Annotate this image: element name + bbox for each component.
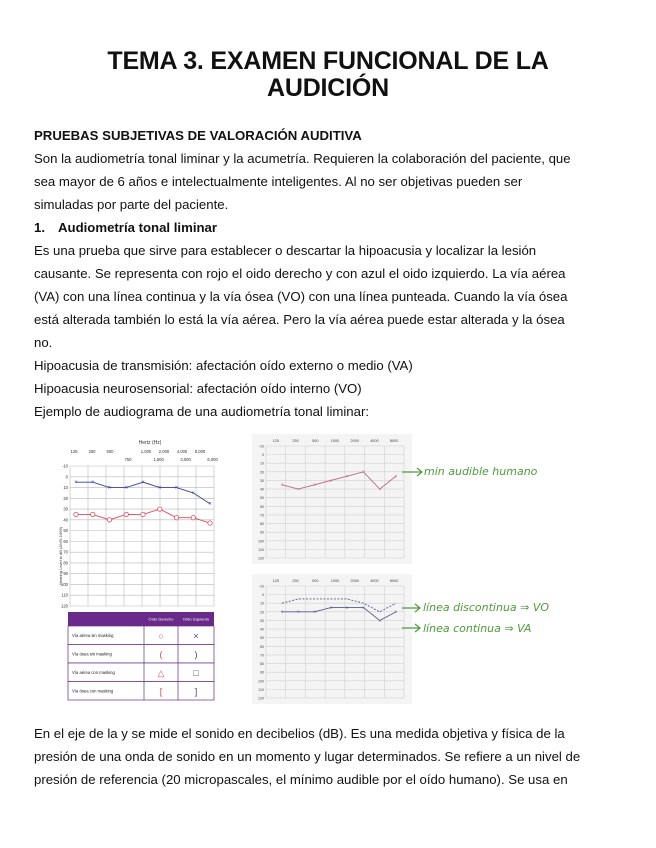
va-line-point: × [280,609,284,616]
vo-line-point: · [330,596,332,603]
legend-symbol-right: [ [159,686,163,697]
legend-symbol-left: ] [194,686,198,697]
min-audible-line-point: × [361,469,365,476]
y-tick-label: 50 [260,496,264,501]
audiogram-chart-2 [252,434,412,564]
arrow-vo [402,604,420,612]
annotations [400,450,600,650]
left-ear-point: × [174,485,179,492]
y-tick-label: 80 [260,662,264,667]
item-number: 1. [34,220,45,235]
y-tick-label: 60 [260,504,264,509]
freq-top-label: 4,000 [176,449,188,454]
y-tick-label: 20 [260,610,264,615]
freq-top-label: 8,000 [194,449,206,454]
legend-row-label: Vía aérea con masking [72,670,115,675]
item-heading [34,216,624,239]
body-line-7: Hipoacusia neurosensorial: afectación oído interno (VO) [34,381,362,396]
right-ear-point [208,521,212,525]
vo-line-point: · [297,596,300,603]
y-tick-label: 70 [260,513,264,518]
chart3-background [252,574,412,704]
y-tick-label: 30 [260,618,264,623]
freq-bottom-label: 6,000 [207,457,218,462]
vo-line-point: · [313,596,316,603]
legend-header-right: Oído Derecho [148,616,174,622]
intro-section [34,124,624,423]
closing-section [34,722,624,791]
y-tick-label: 110 [258,547,264,552]
y-tick-label: 0 [65,474,68,480]
y-tick-label: 60 [63,538,68,544]
freq-label: 1000 [330,439,340,443]
legend-symbol-left: ) [194,649,198,660]
closing-line-1: En el eje de la y se mide el sonido en decibelios (dB). Es una medida objetiva y física de la [34,726,565,741]
freq-label: 8000 [389,439,399,443]
y-tick-label: 50 [260,636,264,641]
closing-line-2: presión de una onda de sonido en un momento y lugar determinados. Se refiere a un nivel de [34,749,581,764]
y-tick-label: 80 [63,560,68,566]
y-tick-label: -10 [258,584,264,589]
freq-label: 125 [272,439,280,443]
y-tick-label: 40 [63,517,68,523]
freq-top-label: 2,000 [158,449,170,454]
y-tick-label: 40 [260,627,264,632]
arrow-va [402,624,420,632]
y-tick-label: 90 [63,571,68,577]
chart2-background [252,434,412,564]
y-tick-label: 0 [262,593,264,598]
intro-line-2: sea mayor de 6 años e intelectualmente inteligentes. Al no ser objetivas pueden ser [34,174,523,189]
body-line-1: Es una prueba que sirve para establecer o descartar la hipoacusia y localizar la lesión [34,243,537,258]
min-audible-line-point: × [313,482,317,489]
item-label: Audiometría tonal liminar [58,220,218,235]
freq-bottom-label: 750 [124,457,132,462]
legend-symbol-right: ○ [158,631,164,641]
y-tick-label: 20 [63,495,68,501]
annotation-vo: línea discontinua ⇒ VO [423,601,550,614]
right-ear-point [191,515,195,519]
audiogram-chart-3 [252,574,412,704]
y-tick-label: 80 [260,522,264,527]
audiogram-y-label: Hearing Level in dB (ANSI 1996) [58,526,63,586]
page-title [40,48,616,102]
body-line-2: causante. Se representa con rojo el oido derecho y con azul el oido izquierdo. La vía aérea [34,266,566,281]
min-audible-line-point: × [329,478,333,485]
y-tick-label: 120 [258,556,264,561]
vo-line-point: · [378,609,381,616]
freq-label: 500 [312,579,319,583]
freq-label: 125 [272,579,280,583]
freq-label: 500 [312,439,319,443]
freq-label: 250 [292,579,299,583]
intro-line-1: Son la audiometría tonal liminar y la acumetría. Requieren la colaboración del paciente, que [34,151,571,166]
y-tick-label: 120 [258,696,264,701]
y-tick-label: 70 [260,653,264,658]
y-tick-label: -10 [258,444,264,449]
vo-line-point: · [346,596,348,603]
left-ear-point: × [191,490,196,497]
vo-line-point: · [281,601,283,608]
va-line-point: × [313,609,317,616]
freq-label: 4000 [370,439,379,443]
right-ear-point [107,518,111,522]
body-line-6: Hipoacusia de transmisión: afectación oído externo o medio (VA) [34,358,413,373]
intro-line-3: simuladas por parte del paciente. [34,197,229,212]
y-tick-label: 30 [260,478,264,483]
freq-top-label: 250 [88,449,96,454]
va-line-point: × [329,605,333,612]
legend-symbol-right: ( [159,649,163,660]
legend-symbol-right: △ [157,668,165,678]
annotation-va: línea continua ⇒ VA [423,622,532,635]
left-ear-point: × [90,480,95,487]
y-tick-label: 100 [61,581,68,587]
y-tick-label: 10 [260,461,264,466]
freq-top-label: 1,000 [140,449,152,454]
y-tick-label: -10 [61,463,68,469]
y-tick-label: 90 [260,670,264,675]
left-ear-point: × [141,480,145,487]
min-audible-line-point: × [345,473,349,480]
va-line-point: × [361,605,365,612]
right-ear-point [174,515,178,519]
right-ear-point [141,512,145,516]
freq-top-label: 500 [106,449,114,454]
arrow-min-audible [402,468,422,476]
freq-label: 4000 [370,579,379,583]
title-line-1: TEMA 3. EXAMEN FUNCIONAL DE LA [107,47,549,75]
right-ear-point [124,512,128,516]
y-tick-label: 90 [260,530,264,535]
min-audible-line-point: × [280,482,284,489]
freq-label: 2000 [350,579,359,583]
va-line-point: × [345,605,349,612]
min-audible-line-point: × [394,473,398,480]
freq-top-label: 125 [70,449,78,454]
freq-label: 250 [292,439,299,443]
y-tick-label: 10 [63,485,68,491]
va-line-point: × [378,618,382,625]
y-tick-label: 50 [63,528,68,534]
left-ear-point: × [107,485,112,492]
y-tick-label: 100 [258,539,264,544]
left-ear-point: × [124,485,129,492]
right-ear-point [91,512,95,516]
freq-bottom-label: 3,000 [180,457,191,462]
body-line-3: (VA) con una línea continua y la vía ósea (VO) con una línea punteada. Cuando la vía ósea [34,289,568,304]
y-tick-label: 110 [61,592,68,598]
y-tick-label: 110 [258,687,264,692]
y-tick-label: 40 [260,487,264,492]
freq-label: 2000 [350,439,359,443]
right-ear-point [74,512,78,516]
legend-header-left: Oído Izquierdo [182,616,210,622]
y-tick-label: 30 [63,506,68,512]
freq-bottom-label: 1,500 [153,457,164,462]
legend-row-label: Vía ósea sin masking [72,651,112,657]
y-tick-label: 20 [260,470,264,475]
body-line-4: está alterada también lo está la vía aérea. Pero la vía aérea puede estar alterada y la ósea [34,312,565,327]
section-heading: PRUEBAS SUBJETIVAS DE VALORACIÓN AUDITIVA [34,128,362,143]
y-tick-label: 120 [61,603,68,609]
left-ear-point: × [157,485,162,492]
y-tick-label: 0 [262,453,264,458]
closing-line-3: presión de referencia (20 micropascales, el mínimo audible por el oído humano). Se usa en [34,772,568,787]
y-tick-label: 60 [260,644,264,649]
audiogram-x-title: Hertz (Hz) [138,440,162,446]
annotation-min-audible: min audible humano [424,465,538,478]
y-tick-label: 70 [63,549,68,555]
legend-row-label: Vía aérea sin masking [72,633,114,638]
body-line-5: no. [34,335,53,350]
title-line-2: AUDICIÓN [266,74,389,102]
right-ear-point [158,507,162,511]
freq-label: 8000 [389,579,399,583]
min-audible-line-point: × [378,486,382,493]
left-ear-point: × [208,501,212,508]
audiogram-chart [58,436,228,706]
left-ear-point: × [74,480,78,487]
y-tick-label: 100 [258,679,264,684]
min-audible-line-point: × [296,486,300,493]
legend-row-label: Vía ósea con masking [72,688,114,694]
freq-label: 1000 [330,579,340,583]
va-line-point: × [394,609,398,616]
legend-symbol-left: □ [193,668,199,678]
y-tick-label: 10 [260,601,264,606]
va-line-point: × [296,609,300,616]
legend-symbol-left: × [193,631,199,641]
vo-line-point: · [362,601,365,608]
body-line-8: Ejemplo de audiograma de una audiometría tonal liminar: [34,404,370,419]
vo-line-point: · [395,601,397,608]
